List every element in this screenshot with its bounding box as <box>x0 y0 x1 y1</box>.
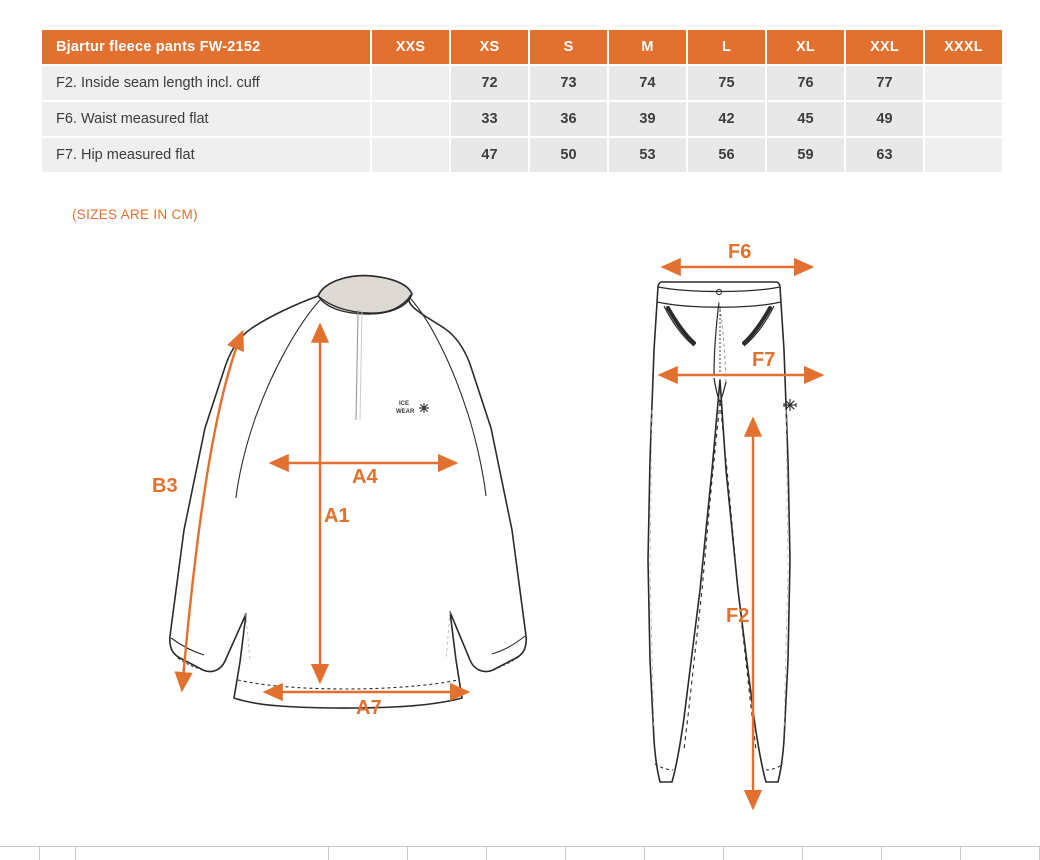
product-name-header: Bjartur fleece pants FW-2152 <box>41 29 371 65</box>
icewear-logo <box>396 401 429 415</box>
measurement-value: 53 <box>608 137 687 173</box>
size-table-container <box>40 28 1002 174</box>
measurement-value <box>924 101 1003 137</box>
measure-label-f2: F2 <box>726 605 750 627</box>
size-header-xxs: XXS <box>371 29 450 65</box>
strip-cell <box>566 847 645 860</box>
measurement-value <box>371 101 450 137</box>
measurement-value: 33 <box>450 101 529 137</box>
measurement-value: 63 <box>845 137 924 173</box>
fleece-top-illustration <box>152 276 526 719</box>
measure-label-a4: A4 <box>352 466 378 488</box>
measurement-value <box>371 65 450 101</box>
measure-label-a7: A7 <box>356 697 382 719</box>
brand-line-1: ICE <box>399 401 410 407</box>
measurement-value: 74 <box>608 65 687 101</box>
measurement-value: 72 <box>450 65 529 101</box>
strip-cell <box>76 847 329 860</box>
size-header-xxl: XXL <box>845 29 924 65</box>
measurement-value: 50 <box>529 137 608 173</box>
measurement-value: 49 <box>845 101 924 137</box>
size-header-l: L <box>687 29 766 65</box>
measurement-value: 56 <box>687 137 766 173</box>
table-header-row <box>41 29 1003 65</box>
table-row <box>41 65 1003 101</box>
measurement-value: 73 <box>529 65 608 101</box>
measure-label-f7: F7 <box>752 349 776 371</box>
measure-label-b3: B3 <box>152 475 178 497</box>
strip-cell <box>40 847 76 860</box>
measure-label-f6: F6 <box>728 241 752 263</box>
measurement-value: 42 <box>687 101 766 137</box>
snowflake-icon <box>419 403 429 413</box>
strip-cell <box>645 847 724 860</box>
strip-cell <box>724 847 803 860</box>
strip-cell <box>803 847 882 860</box>
measurement-label: F7. Hip measured flat <box>41 137 371 173</box>
measurement-value <box>924 65 1003 101</box>
measure-label-a1: A1 <box>324 505 350 527</box>
strip-cell <box>329 847 408 860</box>
units-note: (SIZES ARE IN CM) <box>72 207 198 222</box>
measurement-value: 45 <box>766 101 845 137</box>
measurement-value: 36 <box>529 101 608 137</box>
measurement-value: 47 <box>450 137 529 173</box>
size-header-s: S <box>529 29 608 65</box>
size-table-body <box>41 65 1003 173</box>
measurement-value <box>371 137 450 173</box>
measurement-value: 76 <box>766 65 845 101</box>
measurement-label: F6. Waist measured flat <box>41 101 371 137</box>
strip-cell <box>487 847 566 860</box>
measurement-value: 59 <box>766 137 845 173</box>
measurement-value <box>924 137 1003 173</box>
brand-line-2: WEAR <box>396 409 415 415</box>
size-header-m: M <box>608 29 687 65</box>
garment-diagrams <box>0 230 1040 830</box>
measurement-value: 75 <box>687 65 766 101</box>
table-row <box>41 101 1003 137</box>
size-header-xs: XS <box>450 29 529 65</box>
strip-cell <box>408 847 487 860</box>
pants-illustration <box>648 241 822 808</box>
strip-cell <box>882 847 961 860</box>
measurement-value: 39 <box>608 101 687 137</box>
strip-cell <box>0 847 40 860</box>
size-table-head <box>41 29 1003 65</box>
size-header-xxxl: XXXL <box>924 29 1003 65</box>
strip-cell <box>961 847 1040 860</box>
snowflake-icon <box>784 399 796 411</box>
measurement-value: 77 <box>845 65 924 101</box>
bottom-table-strip <box>0 846 1040 860</box>
size-header-xl: XL <box>766 29 845 65</box>
table-row <box>41 137 1003 173</box>
size-table <box>40 28 1004 174</box>
measurement-label: F2. Inside seam length incl. cuff <box>41 65 371 101</box>
